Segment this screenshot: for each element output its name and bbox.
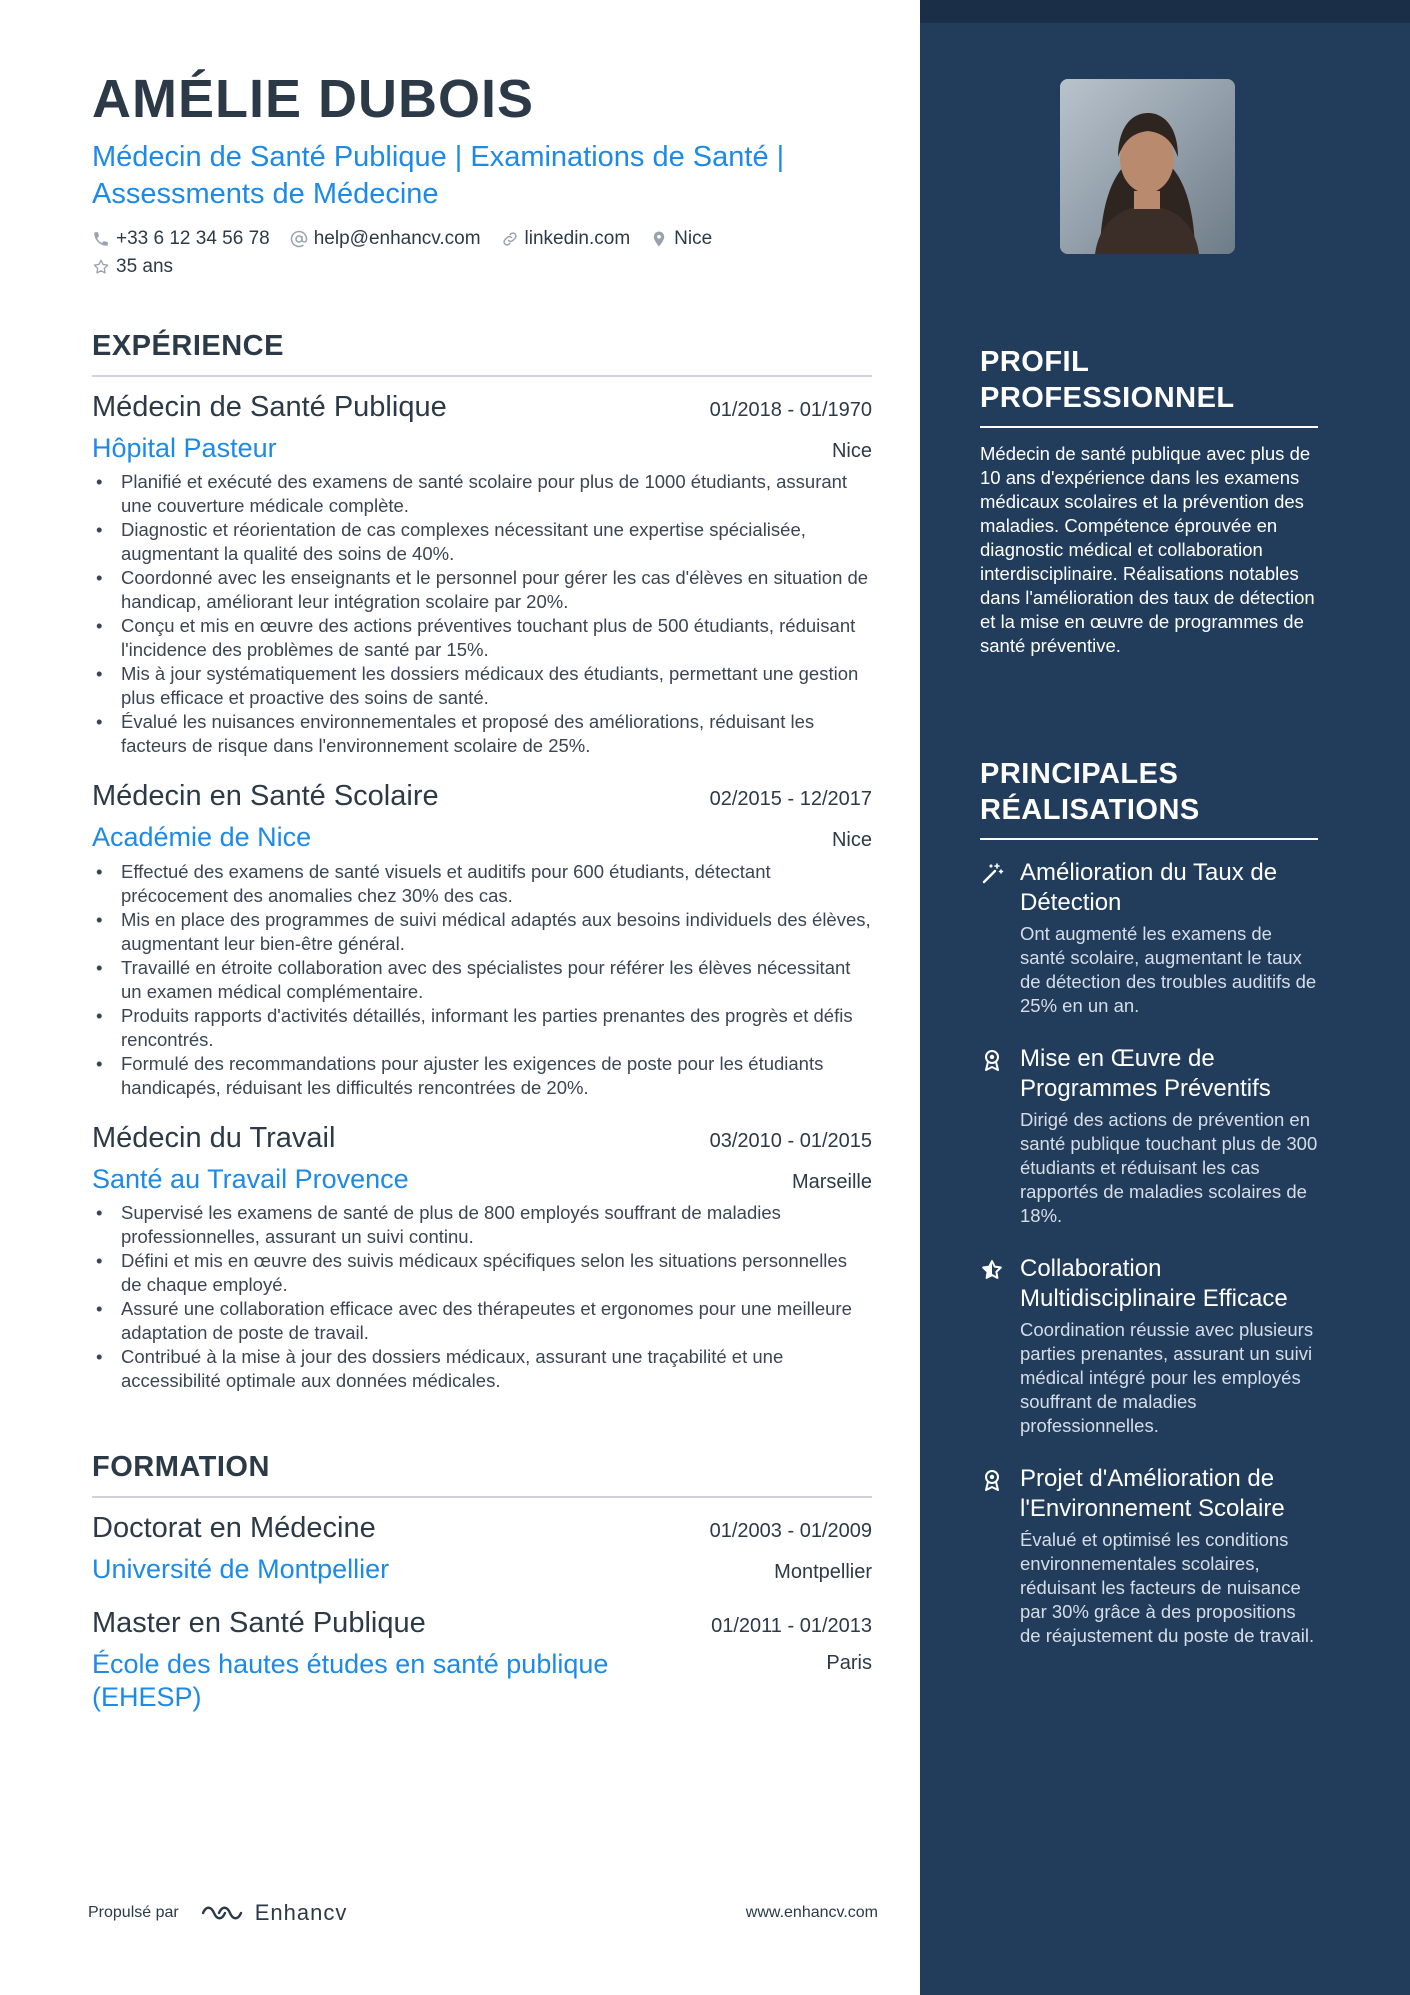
bullet-item: • Produits rapports d'activités détaillés, informant les parties prenantes des progrès et défis rencontrés. [92, 1004, 872, 1052]
bullet-item: • Conçu et mis en œuvre des actions préventives touchant plus de 500 étudiants, réduisant l'incidence des problèmes de santé par 15%. [92, 614, 872, 662]
school-name: Université de Montpellier [92, 1554, 390, 1585]
education-section [92, 1451, 872, 1713]
brand-name: Enhancv [254, 1900, 348, 1925]
contact-email[interactable] [290, 228, 481, 250]
achievement-item [980, 1464, 1318, 1648]
brand-logo[interactable] [199, 1900, 348, 1926]
school-location: Montpellier [774, 1561, 872, 1584]
achievement-description: Ont augmenté les examens de santé scolaire, augmentant le taux de détection des troubles auditifs de 25% en un an. [1020, 923, 1317, 1016]
bullet-item: • Planifié et exécuté des examens de santé scolaire pour plus de 1000 étudiants, assurant une couverture médicale complète. [92, 470, 872, 518]
bullet-item: • Assuré une collaboration efficace avec des thérapeutes et ergonomes pour une meilleure adaptation de poste de travail. [92, 1297, 872, 1345]
magic-wand-icon [980, 862, 1004, 886]
candidate-name: AMÉLIE DUBOIS [92, 69, 535, 129]
job-organization: Santé au Travail Provence [92, 1163, 409, 1194]
age-text: 35 ans [116, 255, 174, 277]
experience-entry [92, 1122, 872, 1393]
job-organization: Académie de Nice [92, 822, 312, 853]
job-role: Médecin en Santé Scolaire [92, 780, 439, 813]
job-dates: 02/2015 - 12/2017 [709, 788, 872, 811]
bullet-item: • Effectué des examens de santé visuels et auditifs pour 600 étudiants, détectant précocement des anomalies chez 30% des cas. [92, 860, 872, 908]
candidate-title: Médecin de Santé Publique | Examinations de Santé | Assessments de Médecine [92, 141, 785, 210]
powered-by-label: Propulsé par [88, 1904, 179, 1921]
award-ribbon-icon [980, 1048, 1004, 1072]
bullet-item: • Mis à jour systématiquement les dossiers médicaux des étudiants, permettant une gestion plus efficace et proactive des soins de santé. [92, 662, 872, 710]
sidebar-top-bar [920, 0, 1410, 23]
powered-by [88, 1900, 347, 1926]
bullet-item: • Défini et mis en œuvre des suivis médicaux spécifiques selon les situations personnelles de chaque employé. [92, 1249, 872, 1297]
achievement-title: Projet d'Amélioration de l'Environnement Scolaire [1020, 1465, 1285, 1522]
school-name: École des hautes études en santé publique (EHESP) [92, 1649, 609, 1712]
degree-name: Doctorat en Médecine [92, 1512, 376, 1545]
bullet-item: • Évalué les nuisances environnementales et proposé des améliorations, réduisant les facteurs de risque dans l'environnement scolaire de 25%. [92, 710, 872, 758]
job-location: Nice [831, 439, 872, 462]
contact-location [650, 228, 712, 250]
bullet-item: • Mis en place des programmes de suivi médical adaptés aux besoins individuels des élèves, augmentant leur bien-être général. [92, 908, 872, 956]
experience-entry [92, 780, 872, 1099]
experience-title: EXPÉRIENCE [92, 330, 872, 377]
job-bullets [92, 470, 872, 758]
job-organization: Hôpital Pasteur [92, 432, 277, 463]
phone-icon [92, 230, 110, 248]
achievement-description: Coordination réussie avec plusieurs parties prenantes, assurant un suivi médical intégré pour les employés souffrant de maladies professionnelles. [1020, 1319, 1314, 1436]
phone-text: +33 6 12 34 56 78 [116, 227, 270, 249]
location-text: Nice [674, 227, 713, 249]
contact-phone[interactable] [92, 228, 270, 250]
achievement-title: Amélioration du Taux de Détection [1020, 859, 1278, 916]
experience-section [92, 330, 872, 1393]
portrait-photo [1060, 79, 1235, 254]
star-outline-icon [980, 1258, 1004, 1282]
job-role: Médecin du Travail [92, 1121, 336, 1154]
at-sign-icon [290, 230, 308, 248]
footer-url[interactable]: www.enhancv.com [745, 1904, 878, 1921]
job-location: Marseille [791, 1170, 872, 1193]
education-title: FORMATION [92, 1451, 872, 1498]
profile-text: Médecin de santé publique avec plus de 10 ans d'expérience dans les examens médicaux scolaires et la prévention des maladies. Compétence éprouvée en diagnostic médical et collaboration interdisciplinaire. Réalisations notables dans l'amélioration des taux de détection et la mise en œuvre de programmes de santé préventive. [980, 443, 1315, 656]
achievements-section [980, 756, 1318, 1648]
contact-age [92, 256, 173, 278]
enhancv-logo-icon [199, 1901, 245, 1925]
job-bullets [92, 860, 872, 1100]
star-icon [92, 258, 110, 276]
contact-list [92, 228, 792, 278]
profile-section [980, 344, 1318, 658]
avatar [1060, 79, 1235, 254]
job-dates: 03/2010 - 01/2015 [709, 1129, 872, 1152]
main-column [92, 70, 872, 1713]
footer [88, 1900, 878, 1926]
bullet-item: • Supervisé les examens de santé de plus de 800 employés souffrant de maladies professionnelles, assurant un suivi continu. [92, 1201, 872, 1249]
achievement-title: Mise en Œuvre de Programmes Préventifs [1020, 1045, 1271, 1102]
degree-name: Master en Santé Publique [92, 1607, 426, 1640]
school-location: Paris [826, 1652, 872, 1675]
bullet-item: • Travaillé en étroite collaboration avec des spécialistes pour référer les élèves nécessitant un examen médical complémentaire. [92, 956, 872, 1004]
job-location: Nice [831, 829, 872, 852]
achievement-description: Dirigé des actions de prévention en santé publique touchant plus de 300 étudiants et réduisant les cas rapportés de maladies scolaires de 18%. [1020, 1109, 1318, 1226]
job-bullets [92, 1201, 872, 1393]
bullet-item: • Contribué à la mise à jour des dossiers médicaux, assurant une traçabilité et une accessibilité optimale aux données médicales. [92, 1345, 872, 1393]
job-dates: 01/2018 - 01/1970 [709, 398, 872, 421]
achievement-description: Évalué et optimisé les conditions environnementales scolaires, réduisant les facteurs de nuisance par 30% grâce à des propositions de réajustement du poste de travail. [1020, 1529, 1315, 1646]
achievement-item [980, 1254, 1318, 1438]
job-role: Médecin de Santé Publique [92, 390, 447, 423]
bullet-item: • Diagnostic et réorientation de cas complexes nécessitant une expertise spécialisée, augmentant la qualité des soins de 40%. [92, 518, 872, 566]
bullet-item: • Formulé des recommandations pour ajuster les exigences de poste pour les étudiants handicapés, réduisant les difficultés rencontrées de 20%. [92, 1052, 872, 1100]
email-text: help@enhancv.com [313, 227, 481, 249]
bullet-item: • Coordonné avec les enseignants et le personnel pour gérer les cas d'élèves en situation de handicap, améliorant leur intégration scolaire par 20%. [92, 566, 872, 614]
achievement-item [980, 1044, 1318, 1228]
experience-entry [92, 391, 872, 758]
education-entry [92, 1512, 872, 1585]
link-icon [501, 230, 519, 248]
award-ribbon-icon [980, 1468, 1004, 1492]
degree-dates: 01/2003 - 01/2009 [709, 1520, 872, 1543]
profile-title: PROFIL PROFESSIONNEL [980, 344, 1318, 428]
map-pin-icon [650, 230, 668, 248]
education-entry [92, 1607, 872, 1713]
achievements-title: PRINCIPALES RÉALISATIONS [980, 756, 1318, 840]
achievement-title: Collaboration Multidisciplinaire Efficace [1020, 1255, 1288, 1312]
degree-dates: 01/2011 - 01/2013 [711, 1615, 872, 1638]
linkedin-text: linkedin.com [524, 227, 631, 249]
contact-linkedin[interactable] [501, 228, 631, 250]
achievement-item [980, 858, 1318, 1018]
